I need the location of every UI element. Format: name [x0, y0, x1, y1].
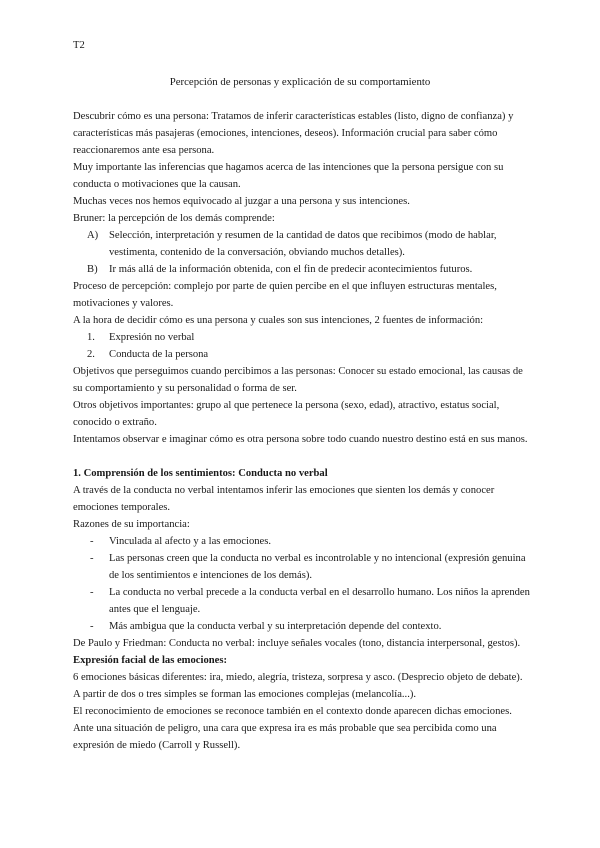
bruner-list — [73, 227, 533, 278]
list-marker: A) — [87, 230, 99, 241]
document-body — [73, 108, 533, 754]
list-item — [73, 261, 533, 278]
document-title: Percepción de personas y explicación de su comportamiento — [169, 76, 431, 88]
list-marker: - — [90, 553, 94, 564]
list-item — [73, 329, 533, 346]
document-code: T2 — [73, 40, 85, 51]
intro-paragraph-2: Muy importante las inferencias que hagamos acerca de las intenciones que la persona persigue con su conducta o motivaciones que la causan. — [73, 162, 504, 190]
list-item-text: Vinculada al afecto y a las emociones. — [109, 536, 272, 547]
list-item-text: Más ambigua que la conducta verbal y su interpretación depende del contexto. — [109, 621, 442, 632]
list-item — [73, 533, 533, 550]
subsection-heading: Expresión facial de las emociones: — [73, 655, 227, 666]
list-marker: - — [90, 587, 94, 598]
list-item — [73, 618, 533, 635]
intro-paragraph-8: Otros objetivos importantes: grupo al que pertenece la persona (sexo, edad), atractivo, estatus social, conocido o extraño. — [73, 400, 500, 428]
list-marker: 2. — [87, 349, 95, 360]
list-item-text: Expresión no verbal — [109, 332, 195, 343]
list-item-text: Ir más allá de la información obtenida, con el fin de predecir acontecimientos futuros. — [109, 264, 473, 275]
list-marker: 1. — [87, 332, 95, 343]
section-heading: 1. Comprensión de los sentimientos: Conducta no verbal — [73, 468, 328, 479]
list-item — [73, 227, 533, 261]
section-spacer — [73, 448, 533, 465]
intro-paragraph-4: Bruner: la percepción de los demás comprende: — [73, 213, 275, 224]
intro-paragraph-9: Intentamos observar e imaginar cómo es otra persona sobre todo cuando nuestro destino está en sus manos. — [73, 434, 528, 445]
list-item-text: Selección, interpretación y resumen de la cantidad de datos que recibimos (modo de hablar, vestimenta, contenido de la conversación, obviando muchos detalles). — [109, 230, 497, 258]
list-item-text: La conducta no verbal precede a la conducta verbal en el desarrollo humano. Los niños la aprenden antes que el lenguaje. — [109, 587, 530, 615]
intro-paragraph-3: Muchas veces nos hemos equivocado al juzgar a una persona y sus intenciones. — [73, 196, 410, 207]
list-marker: - — [90, 536, 94, 547]
reasons-list — [73, 533, 533, 635]
list-item — [73, 346, 533, 363]
section-paragraph-7: Ante una situación de peligro, una cara que expresa ira es más probable que sea percibida como una expresión de miedo (Carroll y Russell). — [73, 723, 497, 751]
list-item-text: Conducta de la persona — [109, 349, 209, 360]
section-paragraph-3: De Paulo y Friedman: Conducta no verbal: incluye señales vocales (tono, distancia interpersonal, gestos). — [73, 638, 521, 649]
list-item — [73, 550, 533, 584]
section-paragraph-5: A partir de dos o tres simples se forman las emociones complejas (melancolía...). — [73, 689, 417, 700]
section-paragraph-2: Razones de su importancia: — [73, 519, 190, 530]
section-paragraph-6: El reconocimiento de emociones se reconoce también en el contexto donde aparecen dichas emociones. — [73, 706, 512, 717]
intro-paragraph-7: Objetivos que perseguimos cuando percibimos a las personas: Conocer su estado emocional, las causas de su comportamiento y su personalidad o forma de ser. — [73, 366, 523, 394]
intro-paragraph-1: Descubrir cómo es una persona: Tratamos de inferir características estables (listo, digno de confianza) y características más pasajeras (emociones, intenciones, deseos). Información crucial para saber cómo reaccionaremos ante esa persona. — [73, 111, 514, 156]
sources-list — [73, 329, 533, 363]
list-item — [73, 584, 533, 618]
section-paragraph-4: 6 emociones básicas diferentes: ira, miedo, alegría, tristeza, sorpresa y asco. (Desprecio objeto de debate). — [73, 672, 523, 683]
intro-paragraph-5: Proceso de percepción: complejo por parte de quien percibe en el que influyen estructuras mentales, motivaciones y valores. — [73, 281, 497, 309]
section-paragraph-1: A través de la conducta no verbal intentamos inferir las emociones que sienten los demás y conocer emociones temporales. — [73, 485, 495, 513]
list-marker: B) — [87, 264, 98, 275]
intro-paragraph-6: A la hora de decidir cómo es una persona y cuales son sus intenciones, 2 fuentes de información: — [73, 315, 484, 326]
list-item-text: Las personas creen que la conducta no verbal es incontrolable y no intencional (expresión genuina de los sentimientos e intenciones de los demás). — [109, 553, 526, 581]
list-marker: - — [90, 621, 94, 632]
